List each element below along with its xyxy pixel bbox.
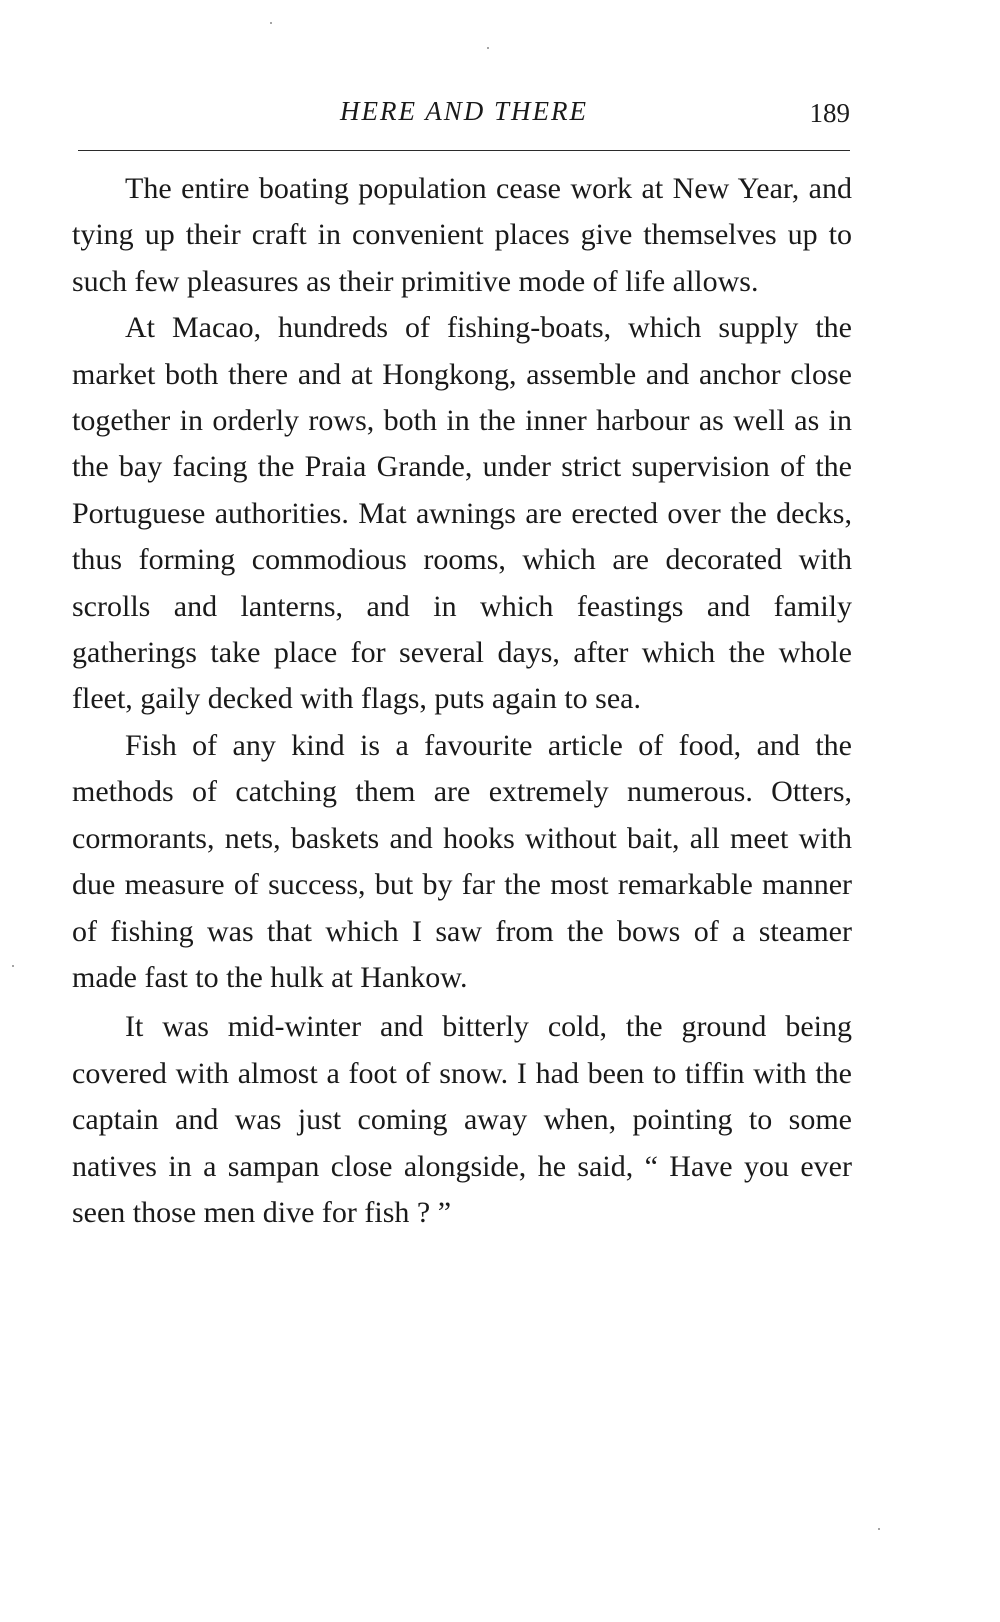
paper-speck xyxy=(12,965,14,967)
paper-speck xyxy=(487,47,489,49)
paper-speck xyxy=(878,1528,880,1530)
paragraph-1: The entire boating population cease work at New Year, and tying up their craft in convenient places give themselves up to such few pleasures as their primitive mode of life allows. xyxy=(72,172,852,298)
body-text xyxy=(72,166,852,1236)
header-rule xyxy=(78,150,850,151)
paragraph-2: At Macao, hundreds of fishing-boats, which supply the market both there and at Hongkong, assemble and anchor close together in orderly rows, both in the inner harbour as well as in the bay facing the Praia Grande, under strict supervision of the Portuguese authorities. Mat awnings are erected over the decks, thus forming commodious rooms, which are decorated with scrolls and lanterns, and in which feastings and family gatherings take place for several days, after which the whole fleet, gaily decked with flags, puts again to sea. xyxy=(72,311,852,716)
paragraph-3: Fish of any kind is a favourite article of food, and the methods of catching them are extremely numerous. Otters, cormorants, nets, baskets and hooks without bait, all meet with due measure of success, but by far the most remarkable manner of fishing was that which I saw from the bows of a steamer made fast to the hulk at Hankow. xyxy=(72,728,852,994)
paragraph-4: It was mid-winter and bitterly cold, the ground being covered with almost a foot of snow. I had been to tiffin with the captain and was just coming away when, pointing to some natives in a sampan close alongside, he said, “ Have you ever seen those men dive for fish ? ” xyxy=(72,1010,852,1229)
paper-speck xyxy=(270,22,272,24)
running-title: HERE AND THERE xyxy=(340,96,588,126)
page-number: 189 xyxy=(809,98,850,128)
running-head xyxy=(78,96,850,136)
